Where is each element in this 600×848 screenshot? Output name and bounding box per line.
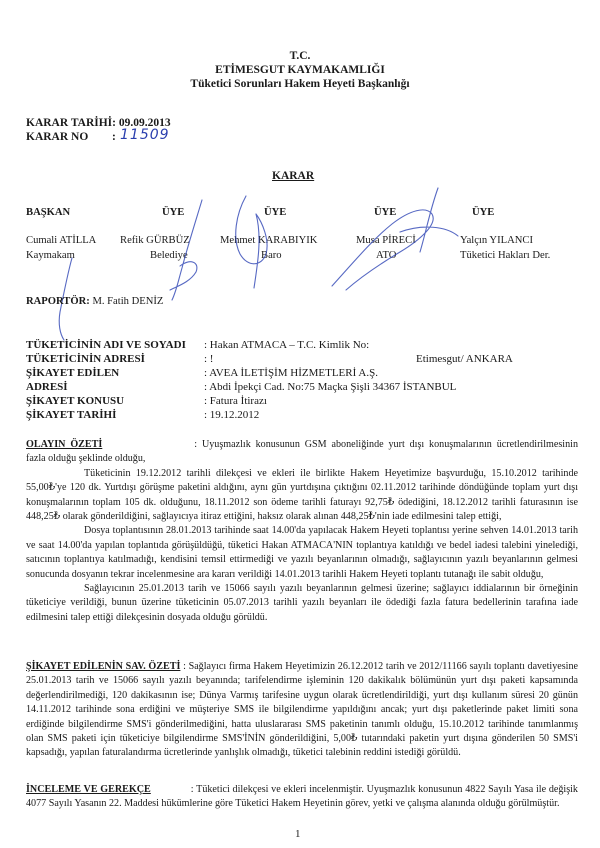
party-value-3: : Abdi İpekçi Cad. No:75 Maçka Şişli 34367 İSTANBUL xyxy=(204,381,457,393)
decision-no-sep: : xyxy=(112,131,116,143)
committee-name-4: Yalçın YILANCI xyxy=(460,235,533,246)
defense-heading: ŞİKAYET EDİLENİN SAV. ÖZETİ xyxy=(26,661,181,672)
committee-name-1: Refik GÜRBÜZ xyxy=(120,235,190,246)
committee-role-2: ÜYE xyxy=(264,207,287,218)
header-tc: T.C. xyxy=(289,50,311,62)
committee-name-2: Mehmet KARABIYIK xyxy=(220,235,318,246)
decision-date-value: 09.09.2013 xyxy=(118,117,171,129)
party-label-4: ŞİKAYET KONUSU xyxy=(26,395,125,407)
committee-org-4: Tüketici Hakları Der. xyxy=(460,250,551,261)
party-label-5: ŞİKAYET TARİHİ xyxy=(26,409,117,421)
summary-p3: Sağlayıcının 25.01.2013 tarih ve 15066 sayılı yazılı beyanlarının gelmesi üzerine; sağlayıcı iddialarının bir örneğinin tüketiciye verildiği, bunun üzerine tüketicinin 05.07.2013 tarihli yazılı beyanları ile ödediği fazla fatura bedellerinin tarafına iade edilmesini talep ettiği dilekçesinin dosyada olduğu görüldü. xyxy=(26,583,578,623)
party-value-5: : 19.12.2012 xyxy=(204,409,260,421)
party-label-3: ADRESİ xyxy=(26,381,68,393)
summary-heading: OLAYIN ÖZETİ xyxy=(26,439,103,450)
document-title: KARAR xyxy=(272,170,315,182)
summary-p2: Dosya toplantısının 28.01.2013 tarihinde saat 14.00'da yapılacak Hakem Heyeti toplantısı yerine sehven 14.01.2013 tarih ve saat 14.00'da yapılan toplantıda görüşüldüğü, tüketici Hakan ATMACA'NIN toplantıya katıldığı ve bedel iadesi talebini yinelediği, satıcının toplantıya katılmadığı, kendisini temsil ettirmediği ve yazılı beyanlarının olmadığı, sağlayıcının yazılı beyanlarının gelmesi sonucunda dosyanın tekrar incelenmesine ara kararı verildiği 14.01.2013 tarihli Hakem Heyeti toplantı tutanağı ile sabit olduğu, xyxy=(26,525,578,580)
committee-org-0: Kaymakam xyxy=(26,250,75,261)
party-value-4: : Fatura İtirazı xyxy=(204,395,267,407)
summary-p1: Tüketicinin 19.12.2012 tarihli dilekçesi ve ekleri ile birlikte Hakem Heyetimize başvurduğu, 15.10.2012 tarihinde 55,00₺'ye 120 dk. Yurtdışı görüşme paketini aldığını, aynı gün yurtdışına çıktığını 02.11.2012 tarihinde döndüğünde toplam yurt dışı konuşmalarının toplam 105 dk. olduğunu, 18.11.2012 son ödeme tarihli faturayı 92,75₺ ödediğini, 18.12.2012 tarihli faturasının ise 448,25₺ olarak gönderildiğini, sağlayıcıya itiraz ettiğini, haksız olarak alınan 448,25₺'nin iade edilmesini talep ettiği, xyxy=(26,467,578,523)
decision-no-label: KARAR NO xyxy=(26,131,89,143)
committee-role-0: BAŞKAN xyxy=(26,207,71,218)
signature-gurbuz xyxy=(170,200,202,300)
party-value-1: : ! xyxy=(204,353,214,365)
committee-name-3: Musa PİRECİ xyxy=(356,235,416,246)
signature-karabiyik xyxy=(236,196,267,288)
committee-role-1: ÜYE xyxy=(162,207,185,218)
committee-org-2: Baro xyxy=(261,250,282,261)
summary-section xyxy=(26,438,578,625)
defense-text: : Sağlayıcı firma Hakem Heyetimizin 26.12.2012 tarih ve 2012/11166 sayılı toplantı davetiyesine 25.01.2013 tarih ve 15066 sayılı yazılı beyanında; tarifelendirme işleminin 120 dakikalık bölümünün yurt dışı paketi kapsamında değerlendirilmediği, 120 dakikasının ise; Dünya Varmış tarifesine uygun olarak ücretlendirildiği, yurt dışı kullanım süresi 20 günün 14.11.2012 tarihinde sona erdiğini ve müşteriye SMS ile bilgilendirme yapıldığını ancak; yurt dışı paketlerinde paket limiti sona erdiğinde bilgilendirme SMS'i gönderilmediğini, hatta uluslararası SMS paketinin tanımlı olduğu, 15.10.2012 tarihinde tanımlanmış olan SMS paketi için tüketiciye bilgilendirme SMS'İNİN gönderildiğini, 5,00₺ tutarındaki paketin yurt dışına gönderilen 50 SMS'i kapsadığı, yapılan faturalandırma ücretlerinde yanlışlık olmadığı, tüketici talebinin reddini istediği görüldü. xyxy=(26,661,578,759)
committee-name-0: Cumali ATİLLA xyxy=(26,235,97,246)
committee-role-3: ÜYE xyxy=(374,207,397,218)
decision-no-handwritten: 11509 xyxy=(120,127,170,143)
header-kaymakamlik: ETİMESGUT KAYMAKAMLIĞI xyxy=(215,64,385,76)
party-label-0: TÜKETİCİNİN ADI VE SOYADI xyxy=(26,339,186,351)
party-label-2: ŞİKAYET EDİLEN xyxy=(26,367,120,379)
committee-org-1: Belediye xyxy=(150,250,188,261)
committee-org-3: ATO xyxy=(376,250,397,261)
party-value-2: : AVEA İLETİŞİM HİZMETLERİ A.Ş. xyxy=(204,367,378,379)
header-baskanlik: Tüketici Sorunları Hakem Heyeti Başkanlığı xyxy=(190,78,410,90)
party-value-0: : Hakan ATMACA – T.C. Kimlik No: xyxy=(204,339,370,351)
review-heading: İNCELEME VE GEREKÇE xyxy=(26,784,151,795)
review-section xyxy=(26,783,578,812)
defense-section xyxy=(26,660,578,761)
committee-role-4: ÜYE xyxy=(472,207,495,218)
review-text: : Tüketici dilekçesi ve ekleri incelenmiştir. Uyuşmazlık konusunun 4822 Sayılı Yasa ile değişik 4077 Sayılı Yasanın 22. Maddesi hükümlerine göre Tüketici Hakem Heyetinin görev, yetki ve çalışma alanında olduğu görülmüştür. xyxy=(26,784,578,810)
signature-pireci xyxy=(332,188,458,290)
rapporteur-label: RAPORTÖR: xyxy=(26,296,90,307)
rapporteur-name: M. Fatih DENİZ xyxy=(92,296,164,307)
decision-date-label: KARAR TARİHİ: xyxy=(26,117,116,129)
summary-lead: : Uyuşmazlık konusunun GSM aboneliğinde yurt dışı konuşmalarının ücretlendirilmesinin fazla olduğu şeklinde olduğu, xyxy=(26,439,579,465)
rapporteur xyxy=(26,296,163,307)
page-number: 1 xyxy=(295,828,301,840)
party-label-1: TÜKETİCİNİN ADRESİ xyxy=(26,353,145,365)
party-extra-1: Etimesgut/ ANKARA xyxy=(416,353,513,365)
